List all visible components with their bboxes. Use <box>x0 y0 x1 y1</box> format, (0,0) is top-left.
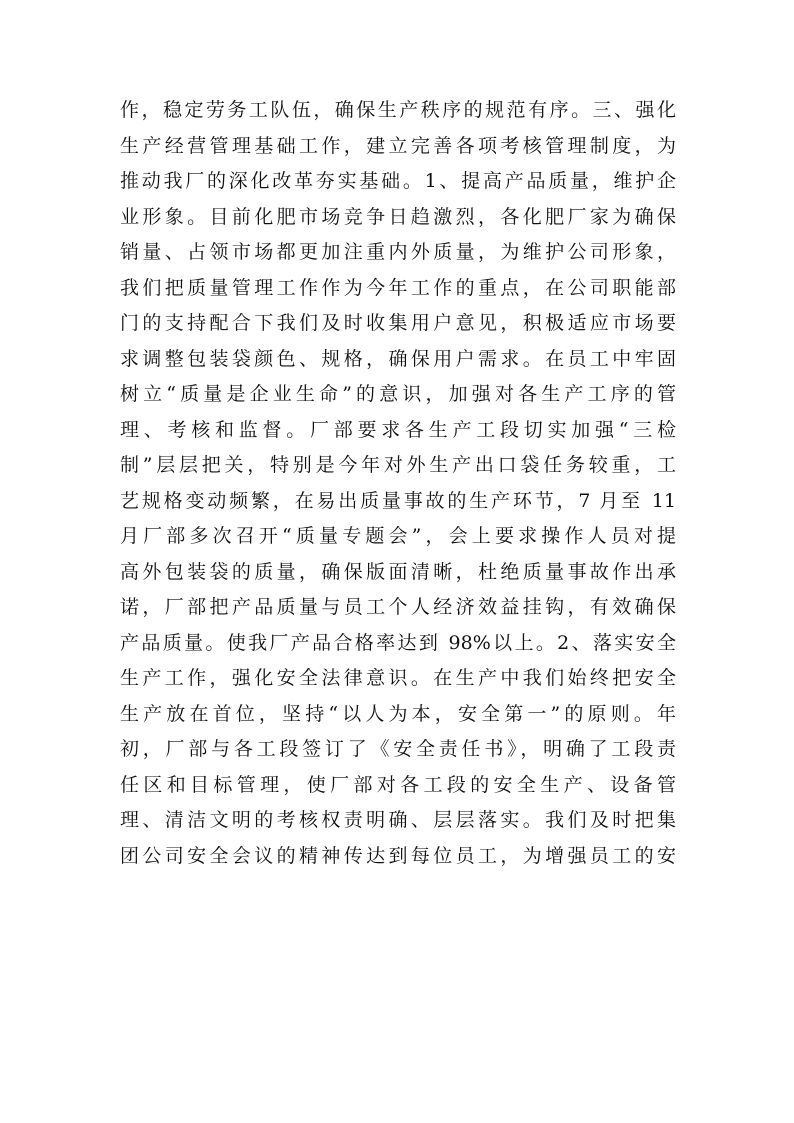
text-line: 求调整包装袋颜色、规格，确保用户需求。在员工中牢固 <box>120 347 676 370</box>
text-line: 任区和目标管理，使厂部对各工段的安全生产、设备管 <box>120 773 676 796</box>
text-line: 门的支持配合下我们及时收集用户意见，积极适应市场要 <box>120 312 676 334</box>
text-line: 生产经营管理基础工作，建立完善各项考核管理制度，为 <box>120 134 676 157</box>
text-line: 理、清洁文明的考核权责明确、层层落实。我们及时把集 <box>120 809 676 831</box>
text-line: 产品质量。使我厂产品合格率达到 98%以上。2、落实安全 <box>120 631 676 654</box>
text-line: 高外包装袋的质量，确保版面清晰，杜绝质量事故作出承 <box>120 560 676 583</box>
text-line: 诺，厂部把产品质量与员工个人经济效益挂钩，有效确保 <box>120 596 676 618</box>
text-line: 作，稳定劳务工队伍，确保生产秩序的规范有序。三、强化 <box>120 99 676 121</box>
body-text <box>120 93 676 874</box>
text-line: 我们把质量管理工作作为今年工作的重点，在公司职能部 <box>120 276 676 299</box>
text-line: 理、考核和监督。厂部要求各生产工段切实加强“三检 <box>120 418 676 441</box>
text-line: 销量、占领市场都更加注重内外质量，为维护公司形象， <box>120 241 676 263</box>
text-line: 月厂部多次召开“质量专题会”，会上要求操作人员对提 <box>120 525 676 547</box>
text-line: 树立“质量是企业生命”的意识，加强对各生产工序的管 <box>120 383 676 405</box>
text-line: 制”层层把关，特别是今年对外生产出口袋任务较重，工 <box>120 454 676 476</box>
text-line: 推动我厂的深化改革夯实基础。1、提高产品质量，维护企 <box>120 170 676 192</box>
text-line: 生产放在首位，坚持“以人为本，安全第一”的原则。年 <box>120 702 676 725</box>
text-line: 生产工作，强化安全法律意识。在生产中我们始终把安全 <box>120 667 676 689</box>
text-line: 艺规格变动频繁，在易出质量事故的生产环节，7 月至 11 <box>120 489 676 512</box>
text-line: 团公司安全会议的精神传达到每位员工，为增强员工的安 <box>120 844 676 867</box>
text-line: 初，厂部与各工段签订了《安全责任书》，明确了工段责 <box>120 738 676 760</box>
text-line: 业形象。目前化肥市场竞争日趋激烈，各化肥厂家为确保 <box>120 205 676 228</box>
